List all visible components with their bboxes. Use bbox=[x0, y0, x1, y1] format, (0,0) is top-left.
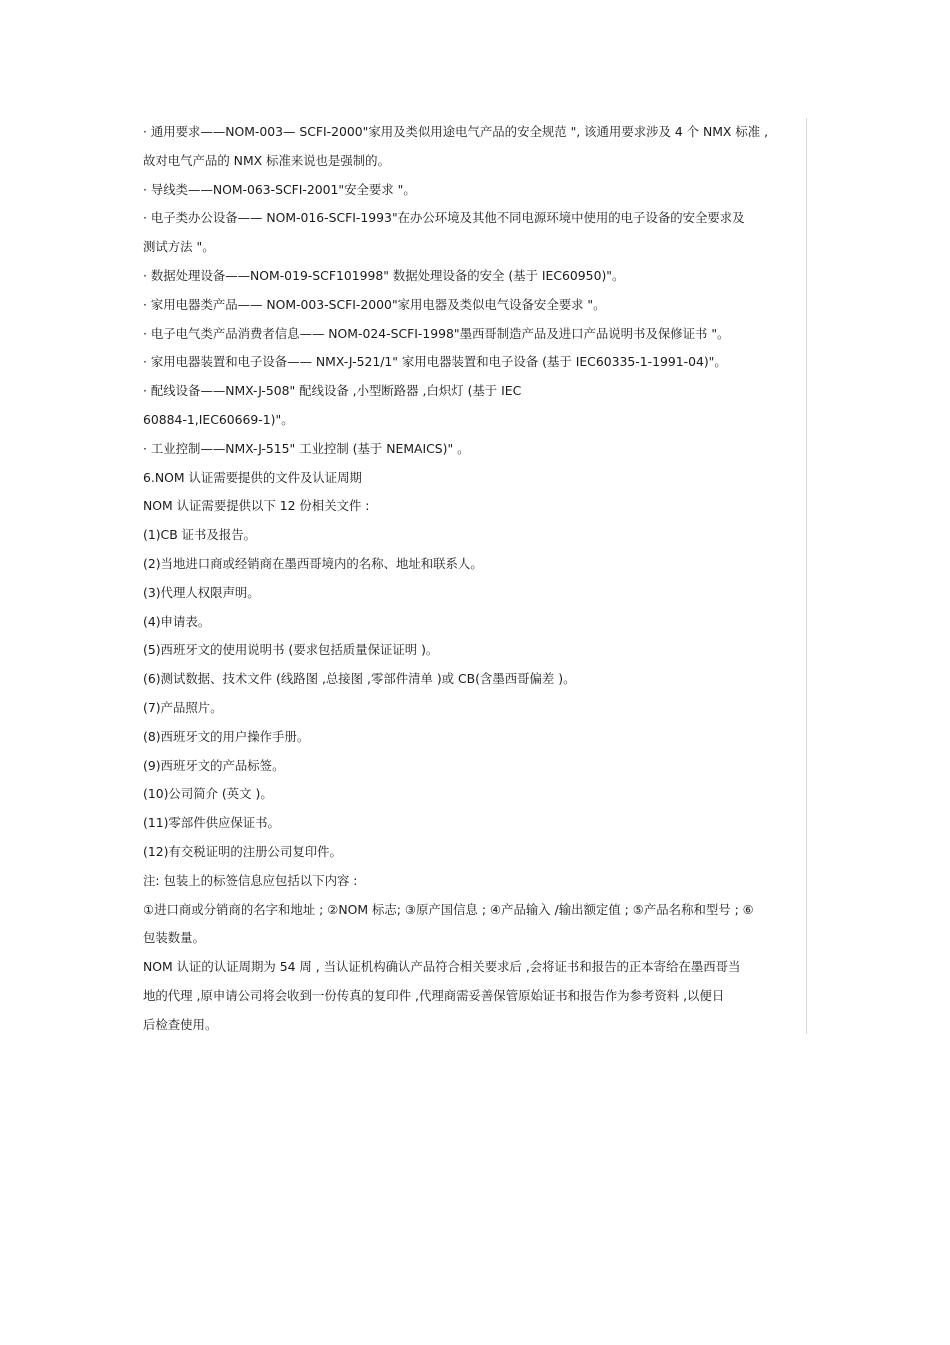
list-item: (7)产品照片。 bbox=[143, 699, 223, 715]
text-line: 故对电气产品的 NMX 标准来说也是强制的。 bbox=[143, 152, 390, 168]
list-item: (1)CB 证书及报告。 bbox=[143, 527, 256, 543]
document-body bbox=[143, 118, 811, 1040]
bullet-wires: · 导线类——NOM-063-SCFI-2001"安全要求 "。 bbox=[143, 181, 416, 197]
section-heading: 6.NOM 认证需要提供的文件及认证周期 bbox=[143, 469, 362, 485]
bullet-wiring-devices: · 配线设备——NMX-J-508" 配线设备 ,小型断路器 ,白炽灯 (基于 IEC bbox=[143, 383, 522, 399]
documents-intro: NOM 认证需要提供以下 12 份相关文件 : bbox=[143, 498, 370, 514]
text-line: 60884-1,IEC60669-1)"。 bbox=[143, 411, 294, 427]
bullet-general-requirements: · 通用要求——NOM-003— SCFI-2000"家用及类似用途电气产品的安全规范 ", 该通用要求涉及 4 个 NMX 标准 , bbox=[143, 124, 769, 139]
bullet-consumer-information: · 电子电气类产品消费者信息—— NOM-024-SCFI-1998"墨西哥制造产品及进口产品说明书及保修证书 "。 bbox=[143, 325, 730, 341]
list-item: (2)当地进口商或经销商在墨西哥境内的名称、地址和联系人。 bbox=[143, 555, 483, 571]
list-item: (8)西班牙文的用户操作手册。 bbox=[143, 728, 310, 744]
list-item: (9)西班牙文的产品标签。 bbox=[143, 757, 285, 773]
list-item: (6)测试数据、技术文件 (线路图 ,总接图 ,零部件清单 )或 CB(含墨西哥偏差 )。 bbox=[143, 671, 576, 687]
list-item: (4)申请表。 bbox=[143, 613, 211, 629]
text-line: 包装数量。 bbox=[143, 930, 205, 946]
bullet-household-devices: · 家用电器装置和电子设备—— NMX-J-521/1" 家用电器装置和电子设备 (基于 IEC60335-1-1991-04)"。 bbox=[143, 354, 727, 370]
text-line: 测试方法 "。 bbox=[143, 239, 215, 255]
list-item: (5)西班牙文的使用说明书 (要求包括质量保证证明 )。 bbox=[143, 642, 439, 658]
label-note: 注: 包装上的标签信息应包括以下内容 : bbox=[143, 872, 358, 888]
list-item: (3)代理人权限声明。 bbox=[143, 584, 260, 600]
bullet-industrial-control: · 工业控制——NMX-J-515" 工业控制 (基于 NEMAICS)" 。 bbox=[143, 440, 470, 456]
bullet-data-processing: · 数据处理设备——NOM-019-SCF101998" 数据处理设备的安全 (基于 IEC60950)"。 bbox=[143, 267, 625, 283]
certification-period-text: NOM 认证的认证周期为 54 周 , 当认证机构确认产品符合相关要求后 ,会将证书和报告的正本寄给在墨西哥当 bbox=[143, 959, 741, 975]
bullet-office-equipment: · 电子类办公设备—— NOM-016-SCFI-1993"在办公环境及其他不同电源环境中使用的电子设备的安全要求及 bbox=[143, 210, 745, 226]
text-line: 后检查使用。 bbox=[143, 1016, 218, 1032]
bullet-household-appliances: · 家用电器类产品—— NOM-003-SCFI-2000"家用电器及类似电气设备安全要求 "。 bbox=[143, 296, 606, 312]
text-line: 地的代理 ,原申请公司将会收到一份传真的复印件 ,代理商需妥善保管原始证书和报告作为参考资料 ,以便日 bbox=[143, 987, 725, 1003]
list-item: (11)零部件供应保证书。 bbox=[143, 815, 280, 831]
list-item: (12)有交税证明的注册公司复印件。 bbox=[143, 843, 342, 859]
list-item: (10)公司简介 (英文 )。 bbox=[143, 786, 273, 802]
label-info-list: ①进口商或分销商的名字和地址 ; ②NOM 标志; ③原产国信息 ; ④产品输入 /输出额定值 ; ⑤产品名称和型号 ; ⑥ bbox=[143, 901, 754, 917]
